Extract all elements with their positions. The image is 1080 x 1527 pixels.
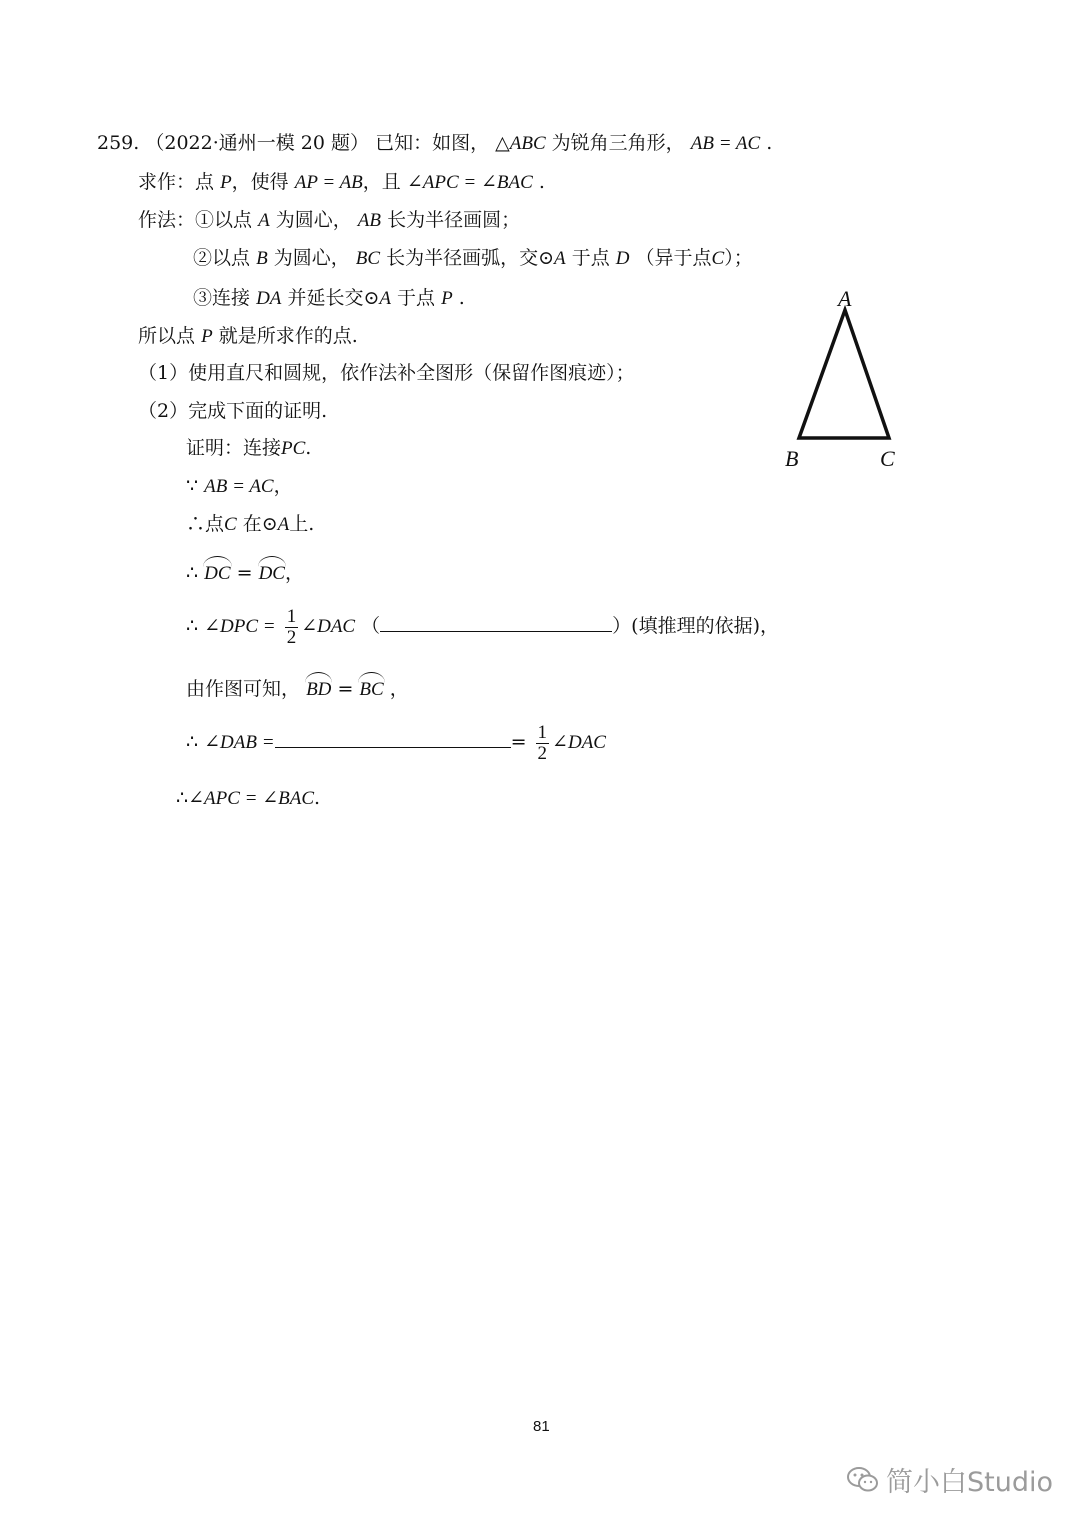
question-2: （2）完成下面的证明. — [138, 400, 328, 422]
problem-header: 259. （2022·通州一模 20 题） 已知：如图， △ABC 为锐角三角形， AB = AC . — [97, 132, 773, 154]
conclusion-line: 所以点 P 就是所求作的点. — [138, 325, 358, 347]
watermark-text: 简小白Studio — [886, 1467, 1053, 1498]
arc-dc-2: DC — [259, 556, 285, 586]
label-c: C — [880, 446, 895, 471]
proof-line-2: ∵ AB = AC， — [186, 475, 293, 497]
method-step-3: ③连接 DA 并延长交⊙A 于点 P . — [193, 287, 465, 309]
arc-bd: BD — [306, 672, 331, 702]
label-a: A — [838, 286, 852, 311]
proof-line-7: ∴ ∠DAB = = $\frac{1}{2}$ ∠DAC — [186, 721, 606, 764]
proof-line-5: ∴ ∠DPC = $\frac{1}{2}$ ∠DAC （ ）(填推理的依据)， — [186, 605, 779, 648]
construct-line: 求作：点 P，使得 AP = AB，且 ∠APC = ∠BAC . — [138, 171, 545, 193]
arc-dc: DC — [204, 556, 230, 586]
fraction-half-2: $\frac{1}{2}$ — [537, 721, 548, 764]
triangle-figure — [770, 280, 930, 480]
proof-line-1: 证明：连接PC. — [186, 437, 312, 459]
fraction-half: $\frac{1}{2}$ — [286, 605, 297, 648]
answer-blank-2[interactable] — [275, 727, 511, 748]
watermark — [846, 1460, 1053, 1499]
page-number: 81 — [533, 1418, 550, 1435]
wechat-icon — [846, 1465, 880, 1495]
triangle-abc — [799, 310, 889, 438]
proof-line-3: ∴点C 在⊙A上. — [186, 513, 315, 535]
method-step-2: ②以点 B 为圆心， BC 长为半径画弧，交⊙A 于点 D （异于点C）； — [193, 247, 753, 269]
proof-line-6: 由作图可知， BD = BC ， — [186, 672, 409, 702]
problem-number: 259. — [97, 132, 140, 154]
method-step-1: 作法：①以点 A 为圆心， AB 长为半径画圆； — [138, 209, 521, 231]
label-b: B — [785, 446, 799, 471]
question-1: （1）使用直尺和圆规，依作法补全图形（保留作图痕迹）； — [138, 362, 635, 384]
problem-source: （2022·通州一模 20 题） — [145, 132, 370, 154]
proof-line-4: ∴ DC = DC， — [186, 556, 304, 586]
proof-line-8: ∴∠APC = ∠BAC. — [176, 787, 321, 809]
arc-bc: BC — [359, 672, 383, 702]
answer-blank-1[interactable] — [380, 611, 612, 632]
